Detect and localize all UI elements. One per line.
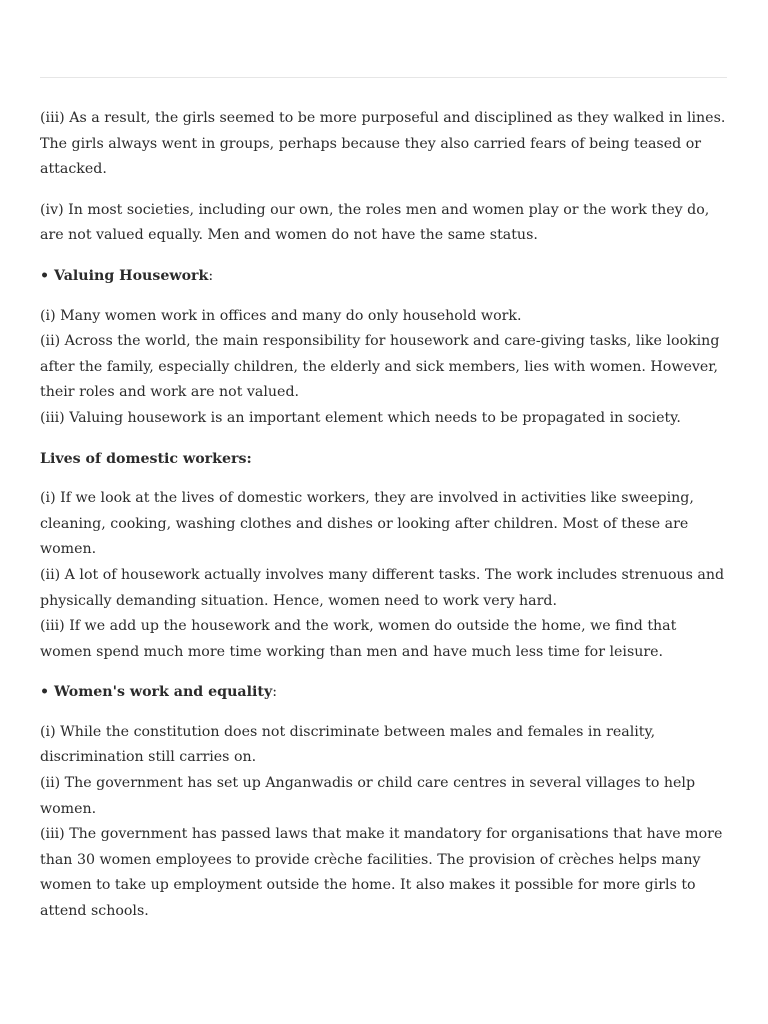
paragraph-iii-girls: (iii) As a result, the girls seemed to be more purposeful and disciplined as they walked in lines. The girls always went in groups, perhaps because they also carried fears of being teased or attacked. — [40, 110, 726, 178]
heading-colon: : — [272, 684, 277, 701]
paragraph-iv-roles: (iv) In most societies, including our own, the roles men and women play or the work they do, are not valued equally. Men and women do not have the same status. — [40, 201, 710, 244]
list-item: (iii) If we add up the housework and the work, women do outside the home, we find that women spend much more time working than men and have much less time for leisure. — [40, 618, 677, 660]
valuing-housework-list — [40, 304, 730, 432]
womens-work-list — [40, 720, 730, 925]
document-body — [40, 106, 730, 940]
heading-colon: : — [208, 267, 214, 284]
list-item: (i) If we look at the lives of domestic workers, they are involved in activities like sweeping, cleaning, cooking, washing clothes and dishes or looking after children. Most of these are women. — [40, 490, 694, 558]
list-item: (i) Many women work in offices and many do only household work. — [40, 307, 522, 324]
top-divider — [40, 77, 727, 78]
list-item: (iii) The government has passed laws that make it mandatory for organisations that have more than 30 women employees to provide crèche facilities. The provision of crèches helps many women to take up employment outside the home. It also makes it possible for more girls to attend schools. — [40, 826, 723, 920]
list-item: (ii) The government has set up Anganwadis or child care centres in several villages to help women. — [40, 775, 696, 817]
section-heading-valuing-housework — [40, 264, 730, 290]
list-item: (i) While the constitution does not discriminate between males and females in reality, discrimination still carries on. — [40, 723, 656, 766]
list-item: (ii) Across the world, the main responsibility for housework and care-giving tasks, like looking after the family, especially children, the elderly and sick members, lies with women. However, their roles and work are not valued. — [40, 333, 720, 401]
heading-text: • Valuing Housework — [40, 267, 209, 284]
section-heading-domestic-workers: Lives of domestic workers: — [40, 450, 252, 467]
list-item: (ii) A lot of housework actually involves many different tasks. The work includes strenuous and physically demanding situation. Hence, women need to work very hard. — [40, 566, 725, 609]
section-heading-womens-work — [40, 680, 730, 706]
heading-text: • Women's work and equality — [40, 684, 273, 701]
domestic-workers-list — [40, 486, 730, 665]
list-item: (iii) Valuing housework is an important element which needs to be propagated in society. — [40, 409, 681, 426]
